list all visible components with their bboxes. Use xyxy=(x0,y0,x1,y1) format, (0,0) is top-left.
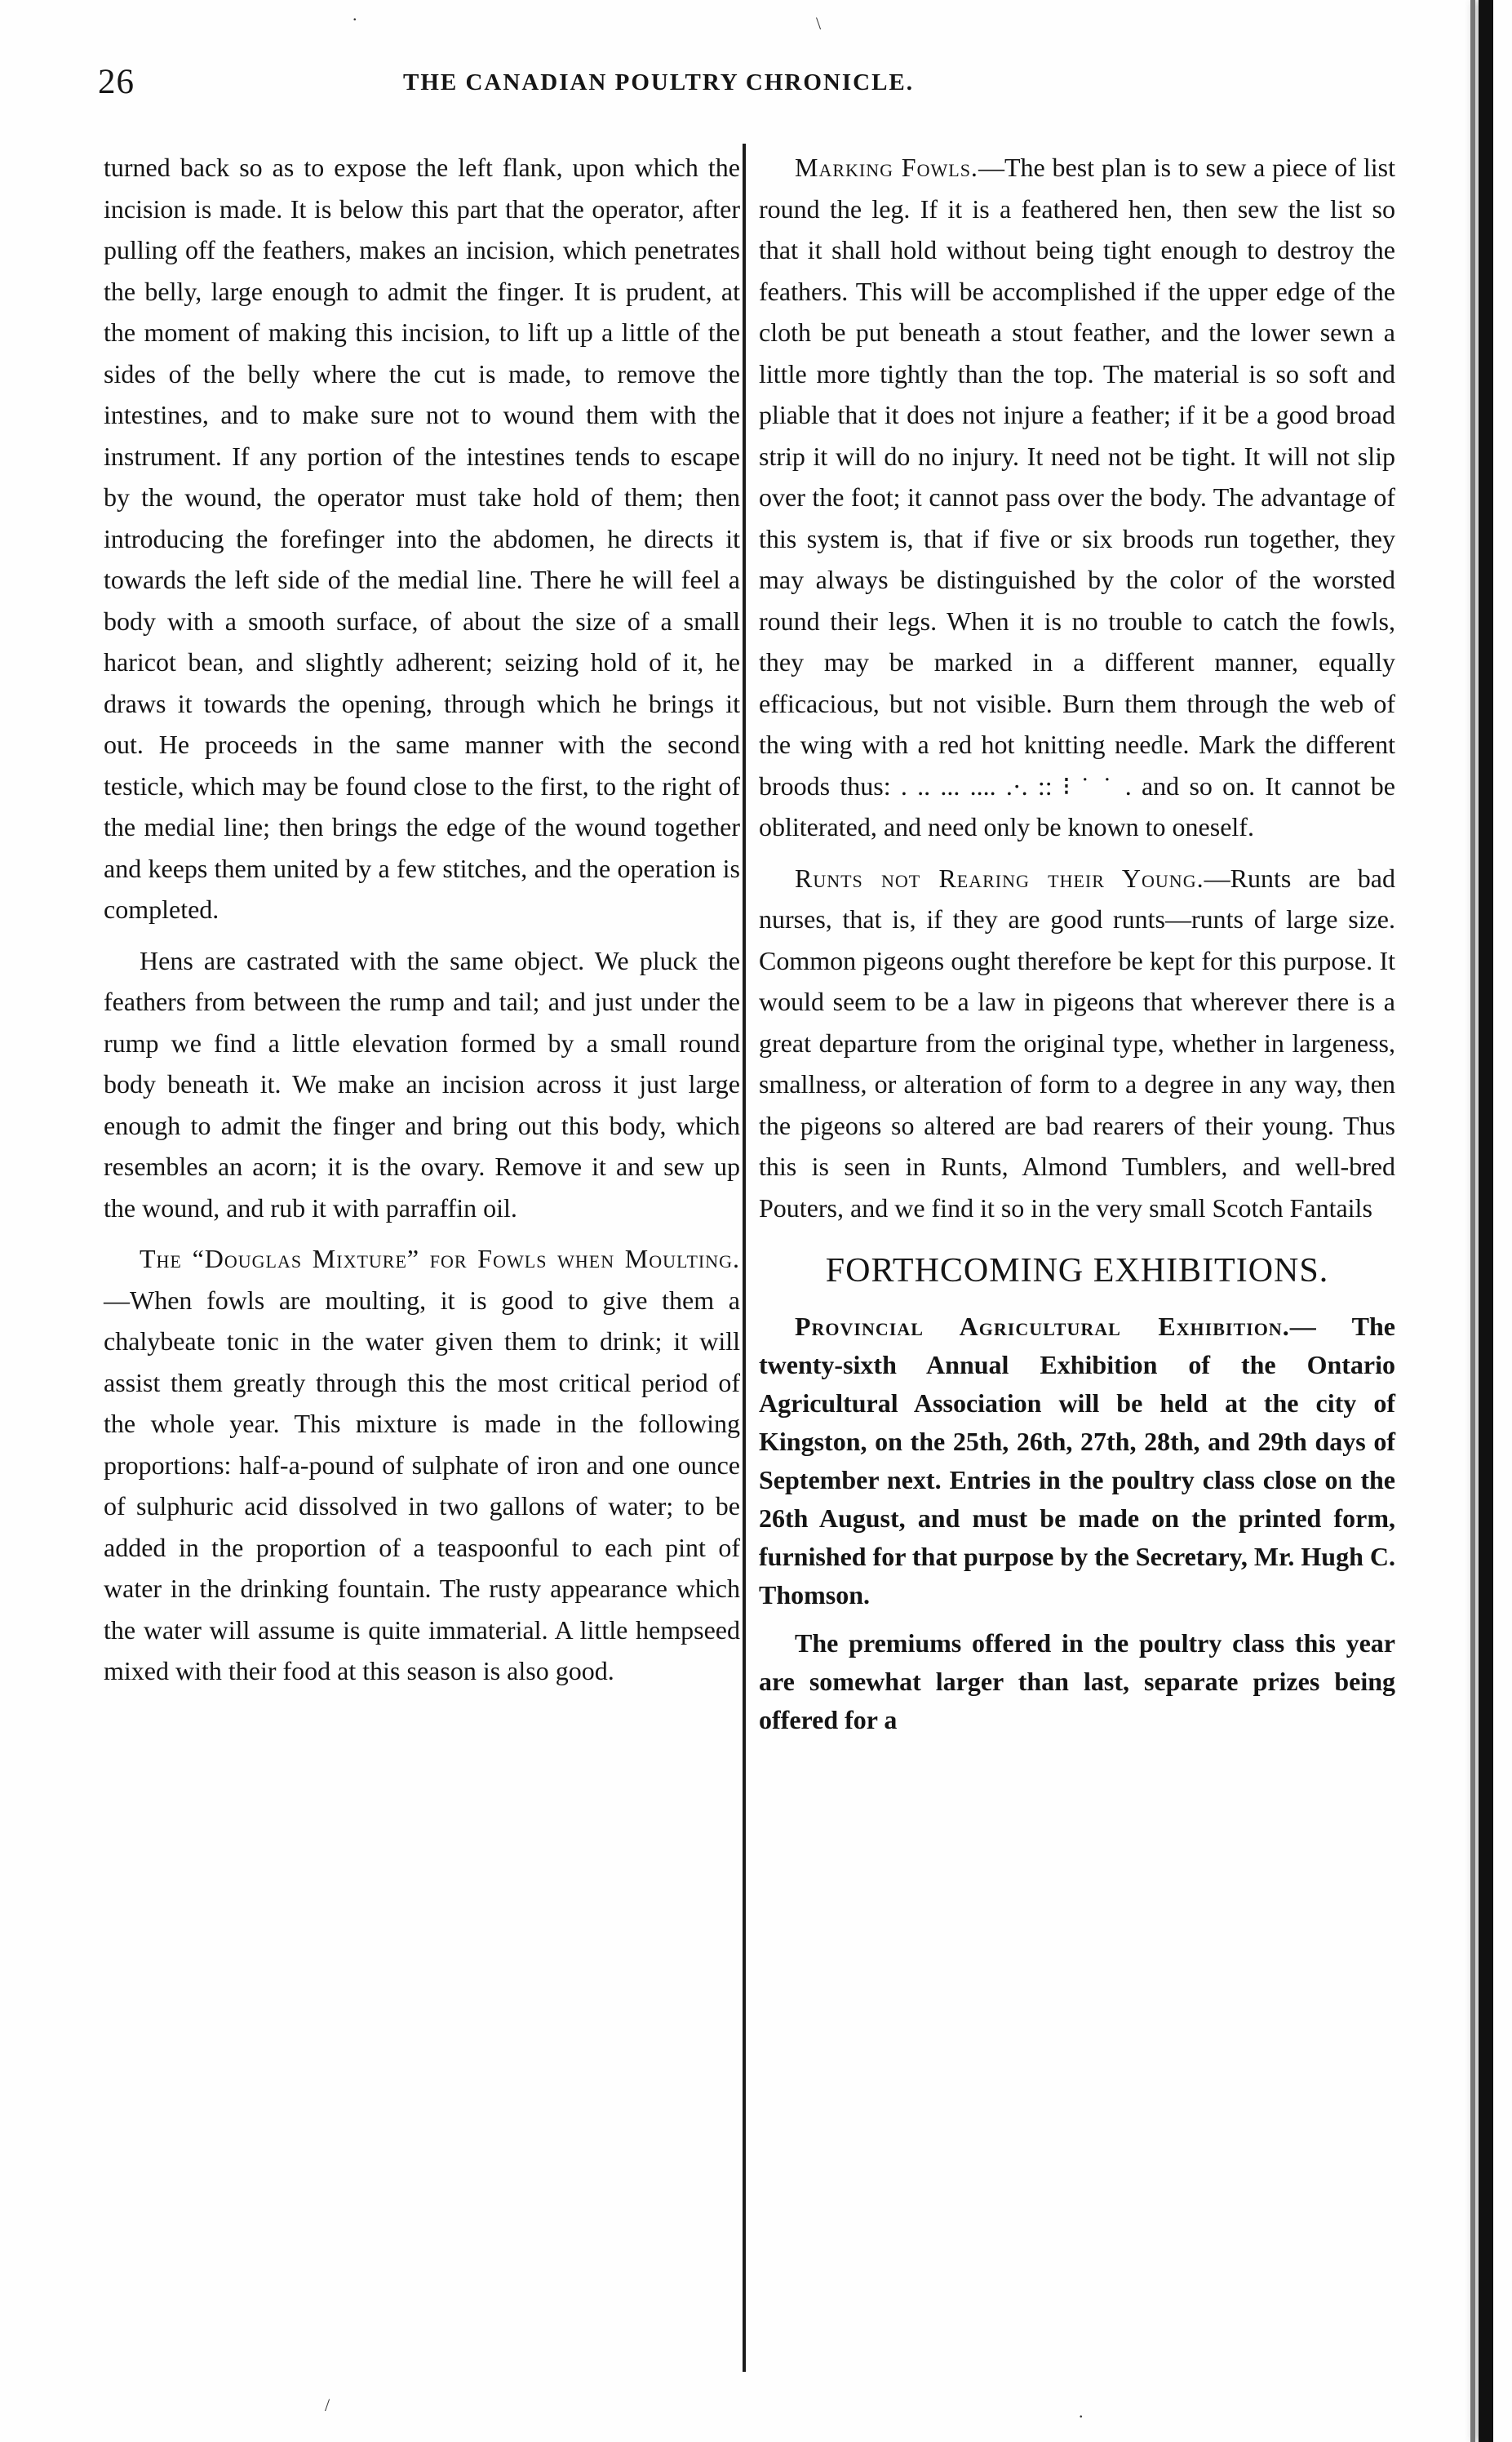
marking-fowls-heading: Marking Fowls. xyxy=(795,153,978,182)
hens-paragraph: Hens are castrated with the same object. We pluck the feathers from between the rump and tail; and just under the rump we find a little elevation formed by a small round body beneath it. We make an incision across it just large enough to admit the finger and bring out this body, which resembles an acorn; it is the ovary. Remove it and sew up the wound, and rub it with parraffin oil. xyxy=(104,945,740,1223)
douglas-mixture-heading: The “Douglas Mixture” for Fowls when Moulting. xyxy=(140,1244,740,1273)
page-number: 26 xyxy=(98,63,135,101)
scan-speck: \ xyxy=(816,13,822,33)
douglas-mixture-paragraph xyxy=(104,1238,740,1692)
right-column xyxy=(759,147,1395,1739)
premiums-paragraph: The premiums offered in the poultry class this year are somewhat larger than last, separate prizes being offered for a xyxy=(759,1628,1395,1734)
scan-speck: / xyxy=(325,2395,330,2415)
douglas-mixture-body: —When fowls are moulting, it is good to give them a chalybeate tonic in the water given them to drink; it will assist them greatly through this the most critical period of the whole year. This mixture is made in the following proportions: half-a-pound of sulphate of iron and one ounce of sulphuric acid dissolved in two gallons of water; to be added in the proportion of a teaspoonful to each pint of water in the drinking fountain. The rusty appearance which the water will assume is quite immaterial. A little hempseed mixed with their food at this season is also good. xyxy=(104,1285,740,1685)
page-header xyxy=(98,59,1428,106)
left-column xyxy=(104,147,740,1692)
runts-heading: Runts not Rearing their Young. xyxy=(795,863,1204,893)
scan-speck: . xyxy=(1079,2401,1084,2422)
journal-title: THE CANADIAN POULTRY CHRONICLE. xyxy=(403,69,915,95)
marking-fowls-paragraph xyxy=(759,147,1395,848)
castration-paragraph: turned back so as to expose the left flank, upon which the incision is made. It is below this part that the operator, after pulling off the feathers, makes an incision, which penetrates the belly, large enough to admit the finger. It is prudent, at the moment of making this incision, to lift up a little of the sides of the belly where the cut is made, to remove the intestines, and to make sure not to wound them with the instrument. If any portion of the intestines tends to escape by the wound, the operator must take hold of them; then introducing the forefinger into the abdomen, he directs it towards the left side of the medial line. There he will feel a body with a smooth surface, of about the size of a small haricot bean, and slightly adherent; seizing hold of it, he draws it towards the opening, through which he brings it out. He proceeds in the same manner with the second testicle, which may be found close to the first, to the right of the medial line; then brings the edge of the wound together and keeps them united by a few stitches, and the operation is completed. xyxy=(104,153,740,924)
marking-fowls-body: —The best plan is to sew a piece of list round the leg. If it is a feathered hen, then sew the list so that it shall hold without being tight enough to destroy the feathers. This will be accomplished if the upper edge of the cloth be put beneath a stout feather, and the lower sewn a little more tightly than the top. The material is so soft and pliable that it does not injure a feather; if it be a good broad strip it will do no injury. It need not be tight. It will not slip over the foot; it cannot pass over the body. The advantage of this system is, that if five or six broods run together, they may always be distinguished by the color of the worsted round their legs. When it is no trouble to catch the fowls, they may be marked in a different manner, equally efficacious, but not visible. Burn them through the web of the wing with a red hot knitting needle. Mark the different broods thus: . .. ... .... .·. :: ⁝ ˙ ˙ . and so on. It cannot be obliterated, and need only be known to oneself. xyxy=(759,153,1395,841)
scan-speck: . xyxy=(353,4,357,24)
forthcoming-exhibitions-heading: FORTHCOMING EXHIBITIONS. xyxy=(825,1252,1329,1290)
scanned-page-edge xyxy=(1479,0,1493,2442)
provincial-exhibition-paragraph xyxy=(759,1308,1395,1614)
provincial-exhibition-body: — The twenty-sixth Annual Exhibition of the Ontario Agricultural Association will be held at the city of Kingston, on the 25th, 26th, 27th, 28th, and 29th days of September next. Entries in the poultry class close on the 26th August, and must be made on the printed form, furnished for that purpose by the Secretary, Mr. Hugh C. Thomson. xyxy=(759,1312,1396,1610)
provincial-exhibition-heading: Provincial Agricultural Exhibition. xyxy=(795,1312,1290,1341)
runts-paragraph xyxy=(759,858,1395,1229)
runts-body: —Runts are bad nurses, that is, if they are good runts—runts of large size. Common pigeons ought therefore be kept for this purpose. It would seem to be a law in pigeons that wherever there is a great departure from the original type, whether in largeness, smallness, or alteration of form to a degree in any way, then the pigeons so altered are bad rearers of their young. Thus this is seen in Runts, Almond Tumblers, and well-bred Pouters, and we find it so in the very small Scotch Fantails xyxy=(759,863,1395,1223)
column-divider xyxy=(743,144,746,2372)
